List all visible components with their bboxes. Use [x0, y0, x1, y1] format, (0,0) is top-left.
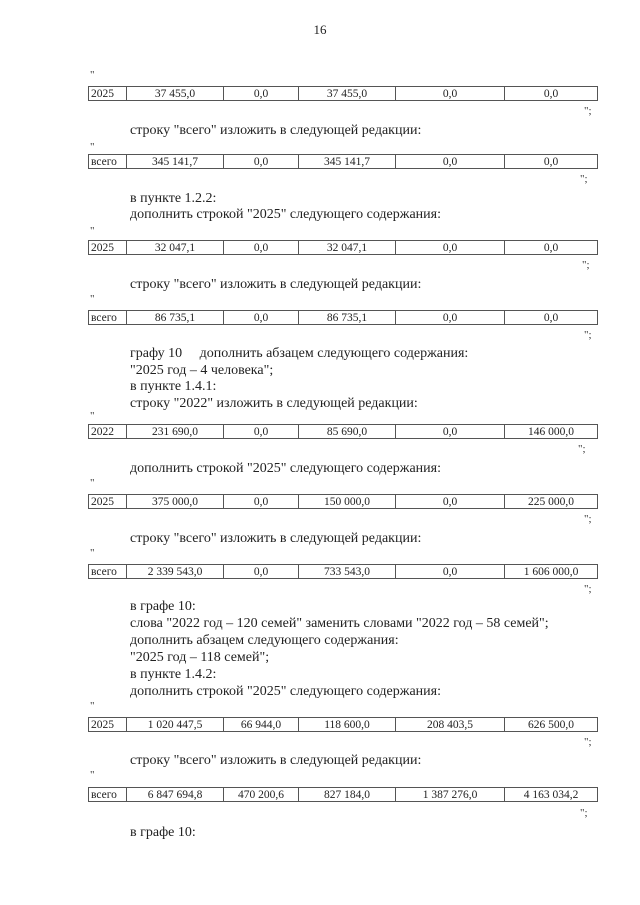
cell: 86 735,1: [127, 311, 224, 325]
instruction-line: "2025 год – 4 человека";: [130, 363, 274, 378]
cell: 6 847 694,8: [127, 788, 224, 802]
cell: 37 455,0: [299, 87, 396, 101]
row-label: всего: [89, 311, 127, 325]
instruction-line: "2025 год – 118 семей";: [130, 650, 270, 665]
instruction-line: строку "всего" изложить в следующей редакции:: [130, 277, 422, 292]
open-quote: ": [90, 769, 95, 781]
open-quote: ": [90, 141, 95, 153]
table-row: [88, 86, 598, 101]
open-quote: ": [90, 69, 95, 81]
table-row: [88, 424, 598, 439]
cell: 733 543,0: [299, 565, 396, 579]
instruction-line: дополнить абзацем следующего содержания:: [130, 633, 399, 648]
cell: 0,0: [505, 87, 598, 101]
row-label: всего: [89, 788, 127, 802]
cell: 0,0: [396, 241, 505, 255]
close-quote: ";: [578, 443, 586, 455]
instruction-line: дополнить строкой "2025" следующего содержания:: [130, 207, 441, 222]
table-row: [88, 240, 598, 255]
instruction-line: в графе 10:: [130, 825, 196, 840]
row-label: 2025: [89, 241, 127, 255]
open-quote: ": [90, 293, 95, 305]
open-quote: ": [90, 700, 95, 712]
cell: 86 735,1: [299, 311, 396, 325]
cell: 0,0: [224, 565, 299, 579]
cell: 0,0: [505, 155, 598, 169]
cell: 345 141,7: [127, 155, 224, 169]
instruction-line: в пункте 1.4.1:: [130, 379, 217, 394]
cell: 827 184,0: [299, 788, 396, 802]
cell: 0,0: [396, 155, 505, 169]
cell: 0,0: [224, 495, 299, 509]
open-quote: ": [90, 225, 95, 237]
table-row: [88, 154, 598, 169]
instruction-line: слова "2022 год – 120 семей" заменить словами "2022 год – 58 семей";: [130, 616, 549, 631]
close-quote: ";: [580, 173, 588, 185]
close-quote: ";: [584, 105, 592, 117]
cell: 2 339 543,0: [127, 565, 224, 579]
instruction-line: строку "2022" изложить в следующей редакции:: [130, 396, 418, 411]
cell: 4 163 034,2: [505, 788, 598, 802]
row-label: всего: [89, 565, 127, 579]
table-row: [88, 494, 598, 509]
cell: 0,0: [224, 311, 299, 325]
cell: 345 141,7: [299, 155, 396, 169]
cell: 0,0: [224, 155, 299, 169]
instruction-line: строку "всего" изложить в следующей редакции:: [130, 531, 422, 546]
cell: 0,0: [505, 241, 598, 255]
instruction-line: в пункте 1.4.2:: [130, 667, 217, 682]
cell: 146 000,0: [505, 425, 598, 439]
cell: 1 020 447,5: [127, 718, 224, 732]
close-quote: ";: [584, 583, 592, 595]
table-row: [88, 564, 598, 579]
cell: 1 387 276,0: [396, 788, 505, 802]
instruction-line: строку "всего" изложить в следующей редакции:: [130, 753, 422, 768]
instruction-line: строку "всего" изложить в следующей редакции:: [130, 123, 422, 138]
cell: 0,0: [224, 241, 299, 255]
cell: 0,0: [396, 311, 505, 325]
open-quote: ": [90, 477, 95, 489]
row-label: 2025: [89, 718, 127, 732]
instruction-line: в графе 10:: [130, 599, 196, 614]
close-quote: ";: [580, 807, 588, 819]
cell: 32 047,1: [127, 241, 224, 255]
row-label: всего: [89, 155, 127, 169]
close-quote: ";: [582, 259, 590, 271]
cell: 0,0: [396, 495, 505, 509]
row-label: 2022: [89, 425, 127, 439]
cell: 626 500,0: [505, 718, 598, 732]
cell: 118 600,0: [299, 718, 396, 732]
cell: 85 690,0: [299, 425, 396, 439]
table-row: [88, 310, 598, 325]
instruction-line: графу 10 дополнить абзацем следующего содержания:: [130, 346, 469, 361]
close-quote: ";: [584, 329, 592, 341]
instruction-line: в пункте 1.2.2:: [130, 191, 217, 206]
instruction-line: дополнить строкой "2025" следующего содержания:: [130, 461, 441, 476]
cell: 0,0: [396, 565, 505, 579]
cell: 375 000,0: [127, 495, 224, 509]
cell: 37 455,0: [127, 87, 224, 101]
open-quote: ": [90, 547, 95, 559]
cell: 0,0: [505, 311, 598, 325]
cell: 150 000,0: [299, 495, 396, 509]
cell: 0,0: [224, 87, 299, 101]
cell: 0,0: [396, 425, 505, 439]
cell: 1 606 000,0: [505, 565, 598, 579]
cell: 231 690,0: [127, 425, 224, 439]
cell: 0,0: [224, 425, 299, 439]
cell: 225 000,0: [505, 495, 598, 509]
table-row: [88, 787, 598, 802]
table-row: [88, 717, 598, 732]
instruction-line: дополнить строкой "2025" следующего содержания:: [130, 684, 441, 699]
cell: 66 944,0: [224, 718, 299, 732]
cell: 32 047,1: [299, 241, 396, 255]
cell: 208 403,5: [396, 718, 505, 732]
close-quote: ";: [584, 736, 592, 748]
open-quote: ": [90, 410, 95, 422]
row-label: 2025: [89, 87, 127, 101]
cell: 470 200,6: [224, 788, 299, 802]
cell: 0,0: [396, 87, 505, 101]
page-number: 16: [313, 22, 327, 37]
close-quote: ";: [584, 513, 592, 525]
row-label: 2025: [89, 495, 127, 509]
